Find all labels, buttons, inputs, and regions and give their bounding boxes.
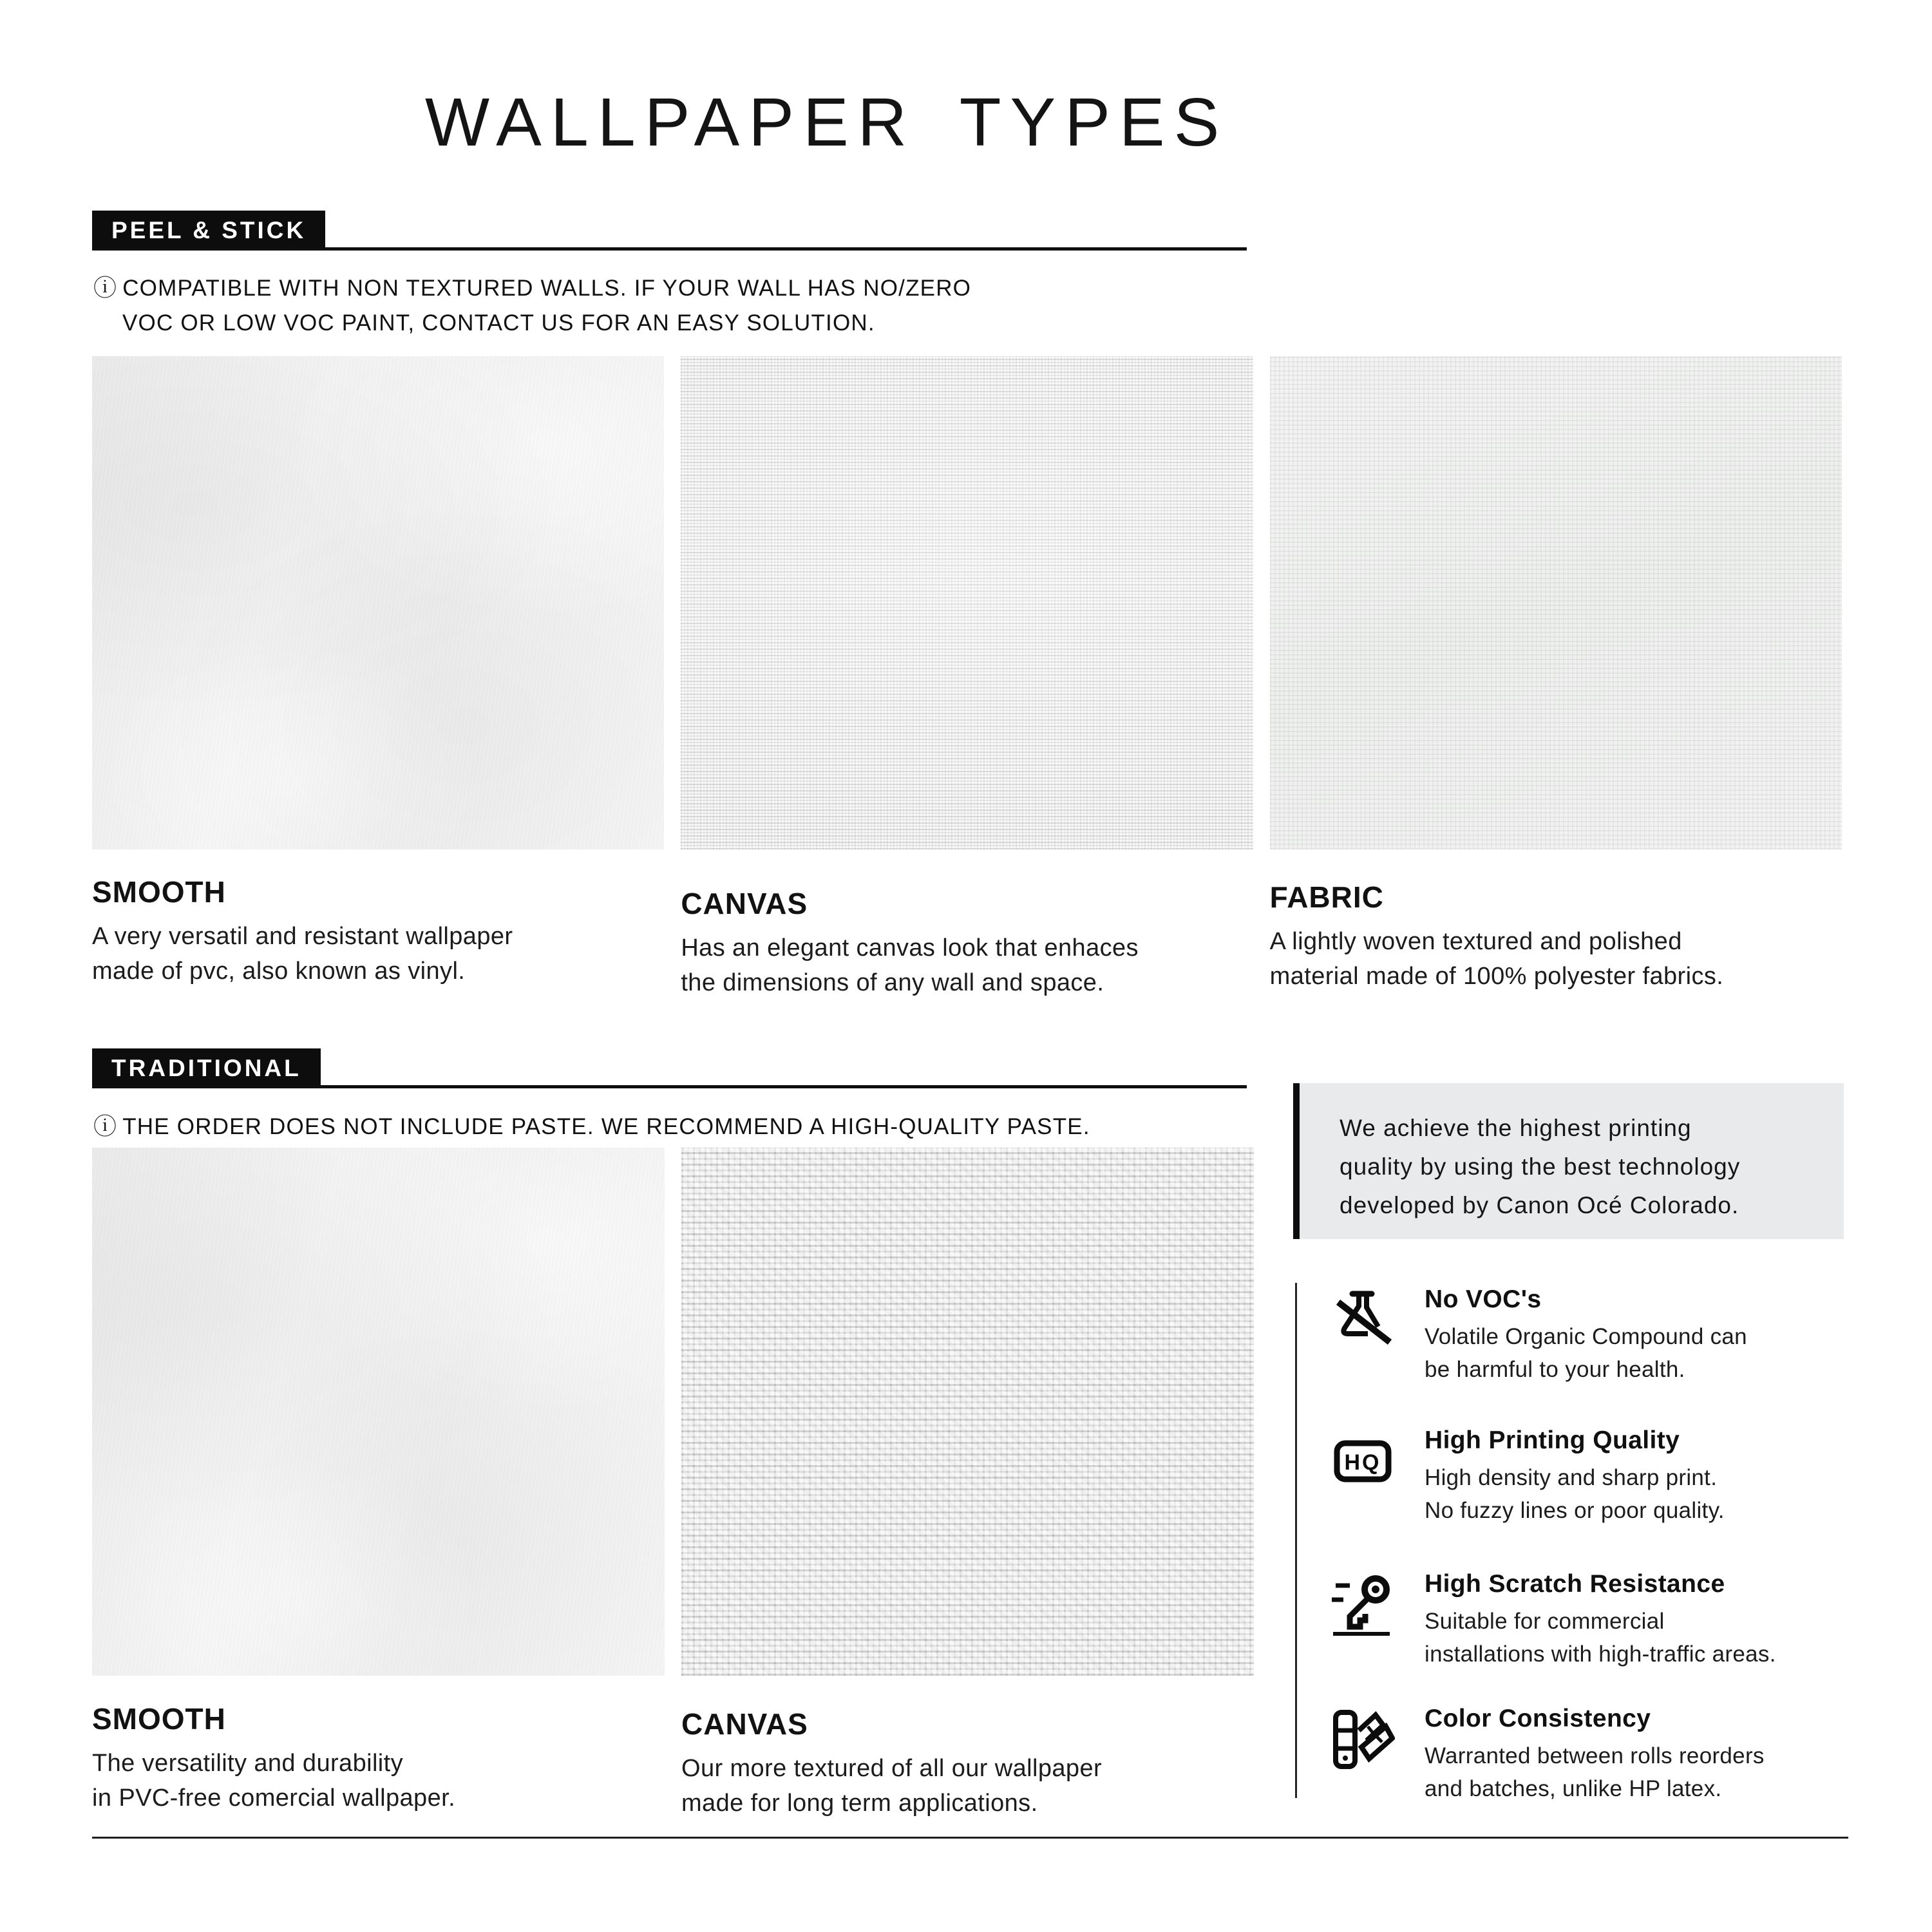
- feature-text: High Scratch Resistance Suitable for commercial installations with high-traffic areas.: [1425, 1569, 1776, 1667]
- texture-fine-canvas-swatch: [681, 356, 1253, 849]
- caption-smooth-traditional: [92, 1701, 665, 1816]
- color-swatches-icon: [1331, 1707, 1396, 1775]
- type-name: SMOOTH: [92, 875, 226, 909]
- type-description: A lightly woven textured and polished material made of 100% polyester fabrics.: [1269, 928, 1724, 990]
- section-rule-traditional: [92, 1085, 1247, 1088]
- note-line-2: VOC OR LOW VOC PAINT, CONTACT US FOR AN EASY SOLUTION.: [122, 310, 875, 336]
- quote-line-2: quality by using the best technology: [1340, 1153, 1741, 1180]
- section-chip-peel-stick: PEEL & STICK: [92, 211, 325, 251]
- quote-accent-bar: [1293, 1083, 1300, 1239]
- traditional-note: [93, 1109, 1090, 1144]
- caption-fabric: [1270, 880, 1842, 994]
- no-voc-flask-icon: [1331, 1288, 1396, 1356]
- feature-text: No VOC's Volatile Organic Compound can be harmful to your health.: [1425, 1285, 1747, 1383]
- peel-stick-caption-row: [92, 875, 1842, 996]
- section-rule-peel-stick: [92, 247, 1247, 251]
- caption-canvas-traditional: [681, 1707, 1254, 1821]
- feature-no-voc: [1331, 1285, 1865, 1387]
- feature-text: Color Consistency Warranted between rolls reorders and batches, unlike HP latex.: [1425, 1704, 1765, 1802]
- type-description: A very versatil and resistant wallpaper made of pvc, also known as vinyl.: [92, 923, 513, 985]
- feature-text: High Printing Quality High density and sharp print. No fuzzy lines or poor quality.: [1425, 1426, 1725, 1524]
- bottom-rule: [92, 1837, 1848, 1839]
- type-name: CANVAS: [681, 887, 808, 920]
- feature-high-scratch-resistance: [1331, 1570, 1865, 1671]
- type-name: SMOOTH: [92, 1702, 226, 1736]
- texture-smooth-vinyl-swatch: [92, 356, 664, 849]
- caption-canvas: [681, 886, 1253, 1001]
- info-icon: ⓘ: [93, 274, 118, 301]
- feature-high-printing-quality: [1331, 1426, 1865, 1528]
- note-line-1: ⓘ THE ORDER DOES NOT INCLUDE PASTE. WE RECOMMEND A HIGH-QUALITY PASTE.: [93, 1113, 1090, 1139]
- scratch-key-icon: [1331, 1573, 1396, 1640]
- feature-color-consistency: [1331, 1705, 1865, 1806]
- texture-smooth-pvc-free-swatch: [92, 1148, 665, 1676]
- texture-rough-canvas-swatch: [681, 1148, 1254, 1676]
- hq-badge-icon: [1331, 1429, 1396, 1497]
- caption-smooth: [92, 875, 664, 989]
- note-line-1: ⓘ COMPATIBLE WITH NON TEXTURED WALLS. IF YOUR WALL HAS NO/ZERO: [93, 274, 972, 301]
- type-name: FABRIC: [1269, 880, 1384, 914]
- section-chip-traditional: TRADITIONAL: [92, 1048, 321, 1088]
- type-description: The versatility and durability in PVC-free comercial wallpaper.: [92, 1750, 456, 1812]
- texture-woven-fabric-swatch: [1270, 356, 1842, 849]
- info-icon: ⓘ: [93, 1113, 118, 1139]
- peel-stick-note: [93, 270, 971, 340]
- quote-line-1: We achieve the highest printing: [1340, 1115, 1692, 1141]
- features-divider-line: [1295, 1283, 1297, 1798]
- type-description: Has an elegant canvas look that enhaces the dimensions of any wall and space.: [681, 934, 1139, 996]
- traditional-caption-row: [92, 1701, 1254, 1816]
- type-name: CANVAS: [681, 1707, 808, 1741]
- features-list: [1331, 1285, 1865, 1806]
- quote-line-3: developed by Canon Océ Colorado.: [1340, 1191, 1739, 1218]
- peel-stick-texture-row: [92, 356, 1842, 849]
- page-title: WALLPAPER TYPES: [425, 84, 1229, 160]
- printing-quality-quote: [1300, 1083, 1844, 1239]
- svg-text:HQ: HQ: [1344, 1450, 1381, 1475]
- traditional-texture-row: [92, 1148, 1254, 1676]
- type-description: Our more textured of all our wallpaper made for long term applications.: [681, 1755, 1103, 1817]
